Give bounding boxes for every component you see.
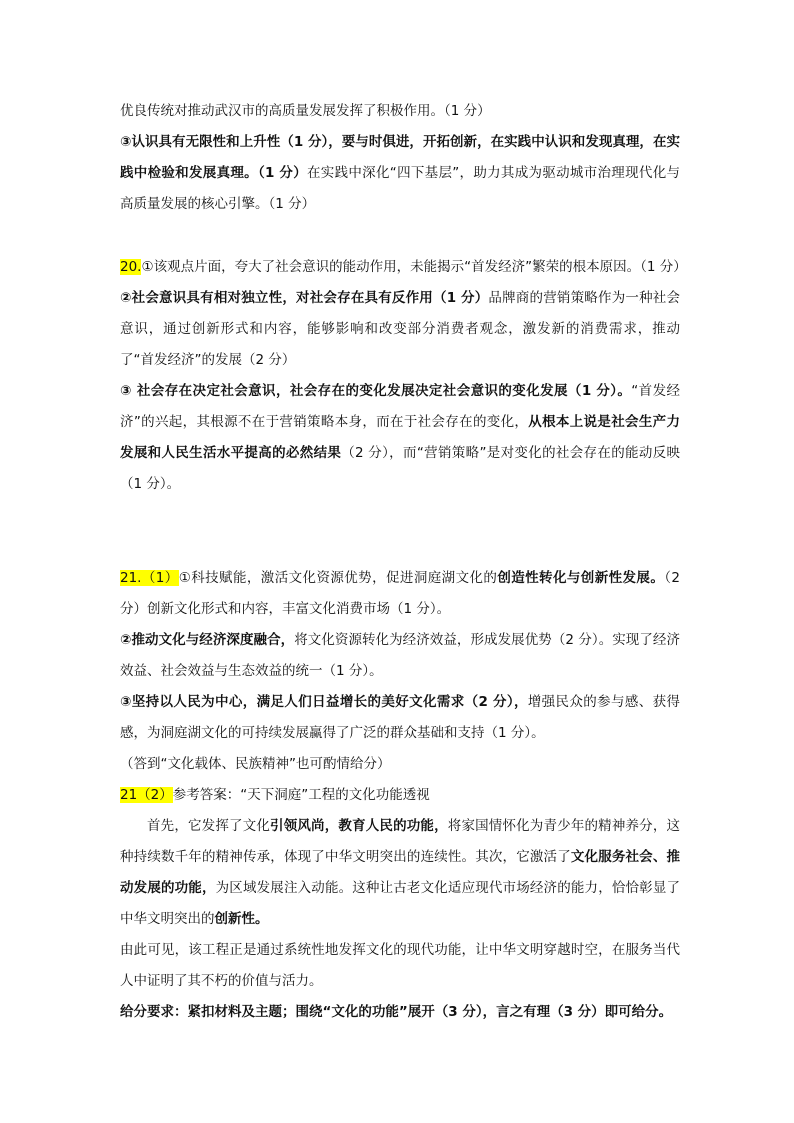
answer-21-2-body — [120, 811, 680, 935]
section-q20 — [120, 252, 687, 500]
text: 在实践中深化“四下基层”，助力其成为驱动城市治理现代化与高质量发展的核心引擎。（1 分） — [120, 165, 680, 212]
bold-text: ②社会意识具有相对独立性，对社会存在具有反作用（1 分） — [120, 290, 489, 306]
bold-text: ③ 社会存在决定社会意识，社会存在的变化发展决定社会意识的变化发展（1 分）。 — [120, 383, 632, 399]
text: 增强民众的参与感、获得感，为洞庭湖文化的可持续发展赢得了广泛的群众基础和支持（1 分）。 — [120, 694, 680, 741]
answer-21-1-item-2 — [120, 625, 680, 687]
answer-20-item-3 — [120, 376, 680, 500]
answer-21-1-item-3 — [120, 687, 680, 749]
section-p1 — [120, 96, 680, 127]
text: “首发经济”的兴起，其根源不在于营销策略本身，而在于社会存在的变化， — [120, 383, 680, 430]
bold-text: 引领风尚，教育人民的功能， — [270, 818, 448, 834]
text: 给分要求：紧扣材料及主题；围绕“文化的功能”展开（3 分），言之有理（3 分）即可给分。 — [120, 1004, 673, 1020]
text: （2 分），而“营销策略”是对变化的社会存在的能动反映（1 分）。 — [120, 445, 681, 492]
section-q21-2 — [120, 780, 680, 1028]
bold-text: ③认识具有无限性和上升性（1 分），要与时俱进，开拓创新，在实践中认识和发现真理，在实践中检验和发展真理。（1 分） — [120, 134, 680, 181]
text: 参考答案：“天下洞庭”工程的文化功能透视 — [172, 787, 430, 803]
question-number: 20. — [120, 259, 142, 275]
text: 将文化资源转化为经济效益，形成发展优势（2 分）。实现了经济效益、社会效益与生态效益的统一（1 分）。 — [120, 632, 680, 679]
answer-21-1-item-1 — [120, 563, 680, 625]
text: 由此可见，该工程正是通过系统性地发挥文化的现代功能，让中华文明穿越时空，在服务当代人中证明了其不朽的价值与活力。 — [120, 942, 680, 989]
answer-21-2-title — [120, 780, 680, 811]
answer-20-item-1 — [120, 252, 687, 283]
bold-text: ②推动文化与经济深度融合， — [120, 632, 295, 648]
text: 首先，它发挥了文化 — [147, 818, 271, 834]
answer-20-item-2 — [120, 283, 680, 376]
section-p2 — [120, 127, 680, 220]
text: ①科技赋能，激活文化资源优势，促进洞庭湖文化的 — [178, 570, 498, 586]
bold-text: 创新性。 — [214, 911, 269, 927]
question-number: 21（2） — [120, 787, 173, 803]
text: 为区域发展注入动能。这种让古老文化适应现代市场经济的能力，恰恰彰显了中华文明突出的 — [120, 880, 681, 927]
bold-text: ③坚持以人民为中心，满足人们日益增长的美好文化需求（2 分）， — [120, 694, 528, 710]
bold-text: 文化服务社会、推动发展的功能， — [120, 849, 681, 896]
text-line: 优良传统对推动武汉市的高质量发展发挥了积极作用。（1 分） — [120, 103, 491, 119]
text: 将家国情怀化为青少年的精神养分，这种持续数千年的精神传承，体现了中华文明突出的连续性。其次，它激活了 — [120, 818, 681, 865]
section-q21-1 — [120, 563, 680, 780]
question-number: 21.（1） — [120, 570, 179, 586]
text: 品牌商的营销策略作为一种社会意识，通过创新形式和内容，能够影响和改变部分消费者观念，激发新的消费需求，推动了“首发经济”的发展（2 分） — [120, 290, 680, 368]
answer-21-2-conclusion — [120, 935, 680, 997]
paragraph — [120, 96, 680, 127]
text: ①该观点片面，夸大了社会意识的能动作用，未能揭示“首发经济”繁荣的根本原因。（1 分） — [141, 259, 687, 275]
text: （答到“文化载体、民族精神”也可酌情给分） — [120, 756, 391, 772]
paragraph — [120, 127, 680, 220]
bold-text: 创造性转化与创新性发展。 — [497, 570, 665, 586]
bold-text: 从根本上说是社会生产力发展和人民生活水平提高的必然结果 — [120, 414, 680, 461]
text: （2 分）创新文化形式和内容，丰富文化消费市场（1 分）。 — [120, 570, 681, 617]
scoring-requirement — [120, 997, 680, 1028]
scoring-note — [120, 749, 680, 780]
